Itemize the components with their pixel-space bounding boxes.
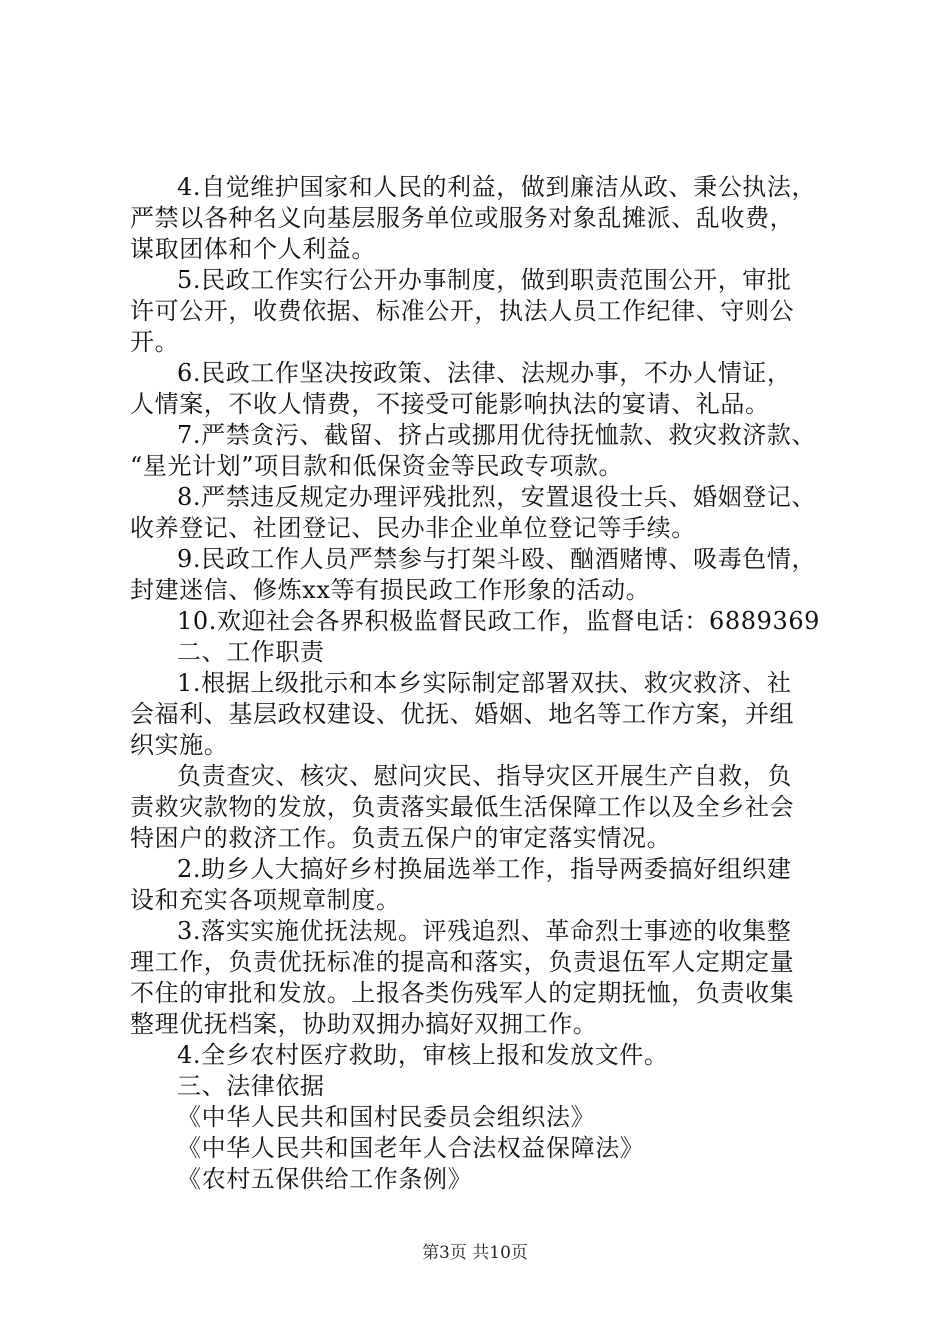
- document-line: 8.严禁违反规定办理评残批烈，安置退役士兵、婚姻登记、: [177, 483, 817, 511]
- document-line: 5.民政工作实行公开办事制度，做到职责范围公开，审批: [177, 266, 792, 294]
- document-line: 严禁以各种名义向基层服务单位或服务对象乱摊派、乱收费，: [130, 204, 795, 232]
- document-line: 人情案，不收人情费，不接受可能影响执法的宴请、礼品。: [130, 390, 770, 418]
- document-line: 2.助乡人大搞好乡村换届选举工作，指导两委搞好组织建: [177, 855, 792, 883]
- page-footer: 第3页 共10页: [422, 1243, 528, 1263]
- document-line: 责救灾款物的发放，负责落实最低生活保障工作以及全乡社会: [130, 793, 795, 821]
- document-body: [130, 172, 830, 1195]
- document-line: 织实施。: [130, 731, 229, 759]
- document-line: 9.民政工作人员严禁参与打架斗殴、酗酒赌博、吸毒色情，: [177, 545, 817, 573]
- document-line: 会福利、基层政权建设、优抚、婚姻、地名等工作方案，并组: [130, 700, 795, 728]
- document-line: 《农村五保供给工作条例》: [177, 1165, 473, 1193]
- document-line: 《中华人民共和国老年人合法权益保障法》: [177, 1134, 645, 1162]
- document-line: 二、工作职责: [177, 638, 325, 666]
- document-line: 谋取团体和个人利益。: [130, 235, 376, 263]
- document-line: 3.落实实施优抚法规。评残追烈、革命烈士事迹的收集整: [177, 917, 792, 945]
- document-line: 4.自觉维护国家和人民的利益，做到廉洁从政、秉公执法，: [177, 173, 817, 201]
- document-line: 1.根据上级批示和本乡实际制定部署双扶、救灾救济、社: [177, 669, 792, 697]
- document-line: 《中华人民共和国村民委员会组织法》: [177, 1103, 596, 1131]
- document-line: 负责查灾、核灾、慰问灾民、指导灾区开展生产自救，负: [177, 762, 792, 790]
- document-line: 7.严禁贪污、截留、挤占或挪用优待抚恤款、救灾救济款、: [177, 421, 817, 449]
- document-line: 三、法律依据: [177, 1072, 325, 1100]
- document-line: 10.欢迎社会各界积极监督民政工作，监督电话：6889369: [177, 607, 821, 635]
- document-line: 封建迷信、修炼xx等有损民政工作形象的活动。: [130, 576, 651, 604]
- document-line: 不住的审批和发放。上报各类伤残军人的定期抚恤，负责收集: [130, 979, 795, 1007]
- document-line: 收养登记、社团登记、民办非企业单位登记等手续。: [130, 514, 696, 542]
- document-line: 4.全乡农村医疗救助，审核上报和发放文件。: [177, 1041, 669, 1069]
- document-line: 开。: [130, 328, 180, 356]
- document-line: 许可公开，收费依据、标准公开，执法人员工作纪律、守则公: [130, 297, 795, 325]
- document-line: 整理优抚档案，协助双拥办搞好双拥工作。: [130, 1010, 598, 1038]
- document-line: “星光计划”项目款和低保资金等民政专项款。: [130, 452, 624, 480]
- document-line: 6.民政工作坚决按政策、法律、法规办事，不办人情证，: [177, 359, 792, 387]
- document-line: 特困户的救济工作。负责五保户的审定落实情况。: [130, 824, 672, 852]
- document-line: 理工作，负责优抚标准的提高和落实，负责退伍军人定期定量: [130, 948, 795, 976]
- document-line: 设和充实各项规章制度。: [130, 886, 401, 914]
